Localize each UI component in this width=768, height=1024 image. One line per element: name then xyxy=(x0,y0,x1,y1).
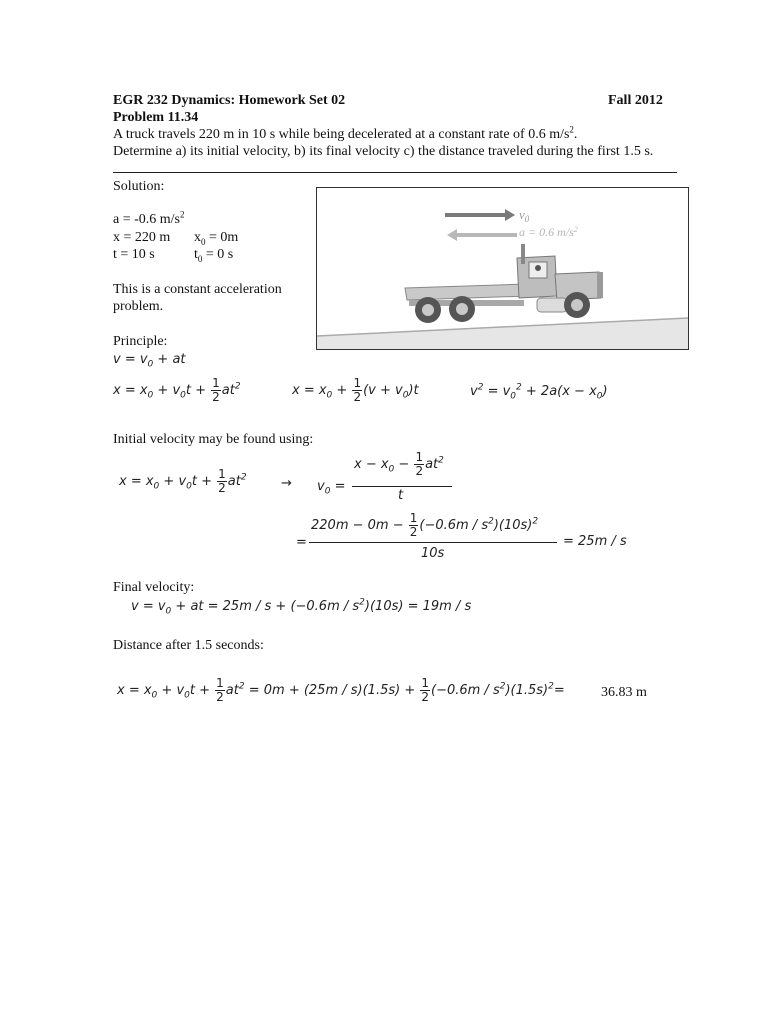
equation-position: $x = x_0 + v_0t$ + $\frac{1}{2}$ $at^2$ xyxy=(113,376,241,404)
v0-numeric-denominator: 10s xyxy=(421,546,445,561)
note-line1: This is a constant acceleration xyxy=(113,282,282,297)
course-title: EGR 232 Dynamics: Homework Set 02 xyxy=(113,93,346,108)
principle-label: Principle: xyxy=(113,334,168,349)
problem-statement-line2: Determine a) its initial velocity, b) its final velocity c) the distance traveled during the first 1.5 s. xyxy=(113,144,654,159)
a-label: a = 0.6 $m/s^2$ xyxy=(519,225,578,239)
distance-label: Distance after 1.5 seconds: xyxy=(113,638,264,653)
problem-statement-line1: A truck travels 220 m in 10 s while being decelerated at a constant rate of 0.6 $m/s^2$. xyxy=(113,124,578,142)
given-initial-time: $t_0 = 0$ s xyxy=(194,247,234,264)
given-time: t = 10 s xyxy=(113,247,155,262)
equals-sign: = xyxy=(296,535,307,550)
distance-result: 36.83 m xyxy=(601,685,647,700)
v0-fraction-bar xyxy=(352,486,452,487)
problem-number: Problem 11.34 xyxy=(113,110,199,125)
equation-velocity: $v = v_0$ + at xyxy=(113,352,186,370)
equation-position-avg: $x = x_0$ + $\frac{1}{2}$ $(v + v_0)t$ xyxy=(292,376,419,404)
distance-equation: $x = x_0 + v_0t$ + $\frac{1}{2}$ $at^2 = 0m + (25m / s)(1.5s)$ + $\frac{1}{2}$ $(-0.6m / s^2)(1.5s)^2=$ xyxy=(117,676,565,704)
v0-numerator: $x - x_0$ − $\frac{1}{2}$ $at^2$ xyxy=(354,450,444,478)
given-acceleration: a = -0.6 $m/s^2$ xyxy=(113,209,185,227)
solution-label: Solution: xyxy=(113,179,165,194)
given-distance: x = 220 m xyxy=(113,230,171,245)
divider-rule xyxy=(113,172,677,173)
given-initial-position: $x_0 = 0m$ xyxy=(194,230,239,247)
v0-denominator: t xyxy=(398,488,404,503)
initial-velocity-label: Initial velocity may be found using: xyxy=(113,432,314,447)
v0-numeric-numerator: 220m − 0m − $\frac{1}{2}$ $(-0.6m / s^2)(10s)^2$ xyxy=(311,511,539,539)
equation-position-repeat: $x = x_0 + v_0t$ + $\frac{1}{2}$ $at^2$ xyxy=(119,467,247,495)
final-velocity-label: Final velocity: xyxy=(113,580,195,595)
final-velocity-equation: $v = v_0$ + at = $25m / s + (-0.6m / s^2)(10s) = 19m / s$ xyxy=(131,597,472,617)
v0-lhs: $v_0$ = xyxy=(317,479,346,497)
v0-numeric-fraction-bar xyxy=(309,542,557,543)
v0-result: = 25m / s xyxy=(563,534,627,549)
arrow: → xyxy=(281,476,292,491)
term: Fall 2012 xyxy=(608,93,663,108)
truck-illustration xyxy=(317,188,688,349)
v0-label: $v_0$ xyxy=(519,207,530,224)
truck-figure xyxy=(316,187,689,350)
note-line2: problem. xyxy=(113,299,164,314)
equation-velocity-squared: $v^2 = v_0^2 + 2a(x - x_0)$ xyxy=(470,382,608,402)
